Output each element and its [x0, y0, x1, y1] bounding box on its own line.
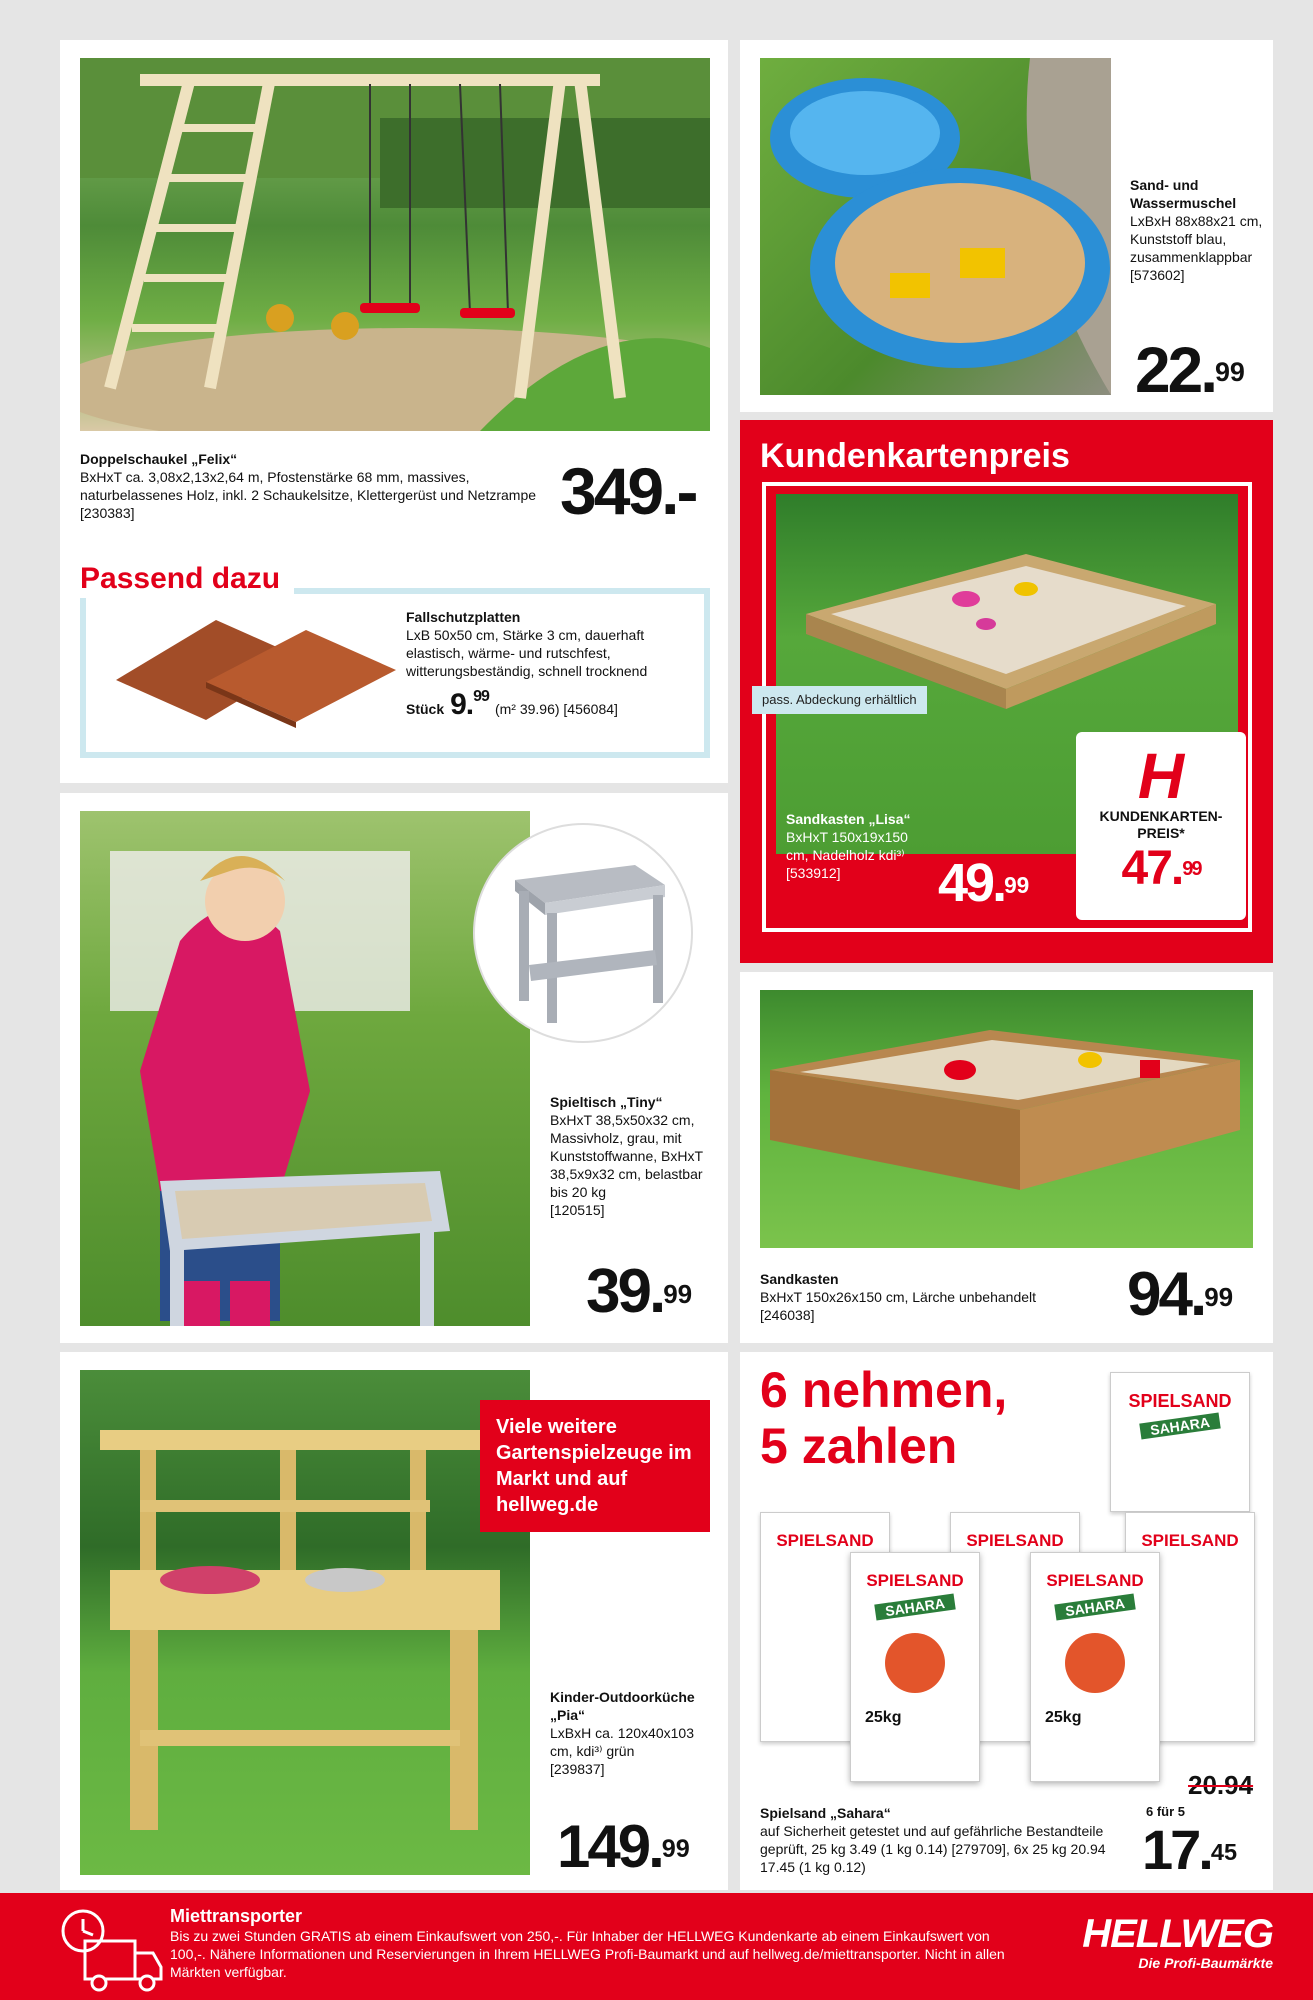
sand-title: Spielsand „Sahara“ — [760, 1805, 891, 1821]
sandbox-photo — [760, 990, 1253, 1248]
table-product-illustration — [475, 825, 695, 1045]
shell-desc: LxBxH 88x88x21 cm, Kunststoff blau, zusammenklappbar — [1130, 213, 1263, 265]
passend-heading: Passend dazu — [80, 560, 294, 598]
sand-old-price: 20.94 — [1188, 1770, 1254, 1800]
table-photo — [80, 811, 530, 1326]
kk-badge — [1076, 732, 1246, 920]
sandbox-price-cents: 99 — [1204, 1282, 1234, 1313]
sand-bag — [1110, 1372, 1250, 1512]
passend-box — [80, 562, 710, 758]
kk-badge-label: KUNDENKARTEN-PREIS* — [1099, 808, 1223, 841]
sand-bag-kid — [1065, 1633, 1125, 1693]
shell-photo — [760, 58, 1111, 395]
passend-extra: (m² 39.96) [456084] — [494, 701, 618, 717]
table-price-main: 39. — [586, 1257, 664, 1326]
kitchen-desc: LxBxH ca. 120x40x103 cm, kdi³⁾ grün — [550, 1725, 694, 1759]
footer — [0, 1893, 1313, 2000]
footer-title: Miettransporter — [170, 1906, 303, 1926]
kk-title: Sandkasten „Lisa“ — [786, 811, 911, 827]
table-art: [120515] — [550, 1202, 605, 1218]
sandbox-art: [246038] — [760, 1307, 815, 1323]
table-price-cents: 99 — [663, 1279, 693, 1310]
kk-heading: Kundenkartenpreis — [760, 437, 1070, 475]
swing-panel — [60, 40, 728, 783]
sandbox-title: Sandkasten — [760, 1271, 839, 1287]
table-product-circle — [473, 823, 693, 1043]
table-panel — [60, 793, 728, 1343]
footer-text — [170, 1905, 1010, 1981]
sand-bag — [1030, 1552, 1160, 1782]
sand-deal: 6 für 5 — [1146, 1804, 1186, 1819]
sandbox-illustration — [760, 990, 1253, 1248]
passend-price-cents: 99 — [473, 688, 489, 705]
table-desc: BxHxT 38,5x50x32 cm, Massivholz, grau, mit Kunststoffwanne, BxHxT 38,5x9x32 cm, belastbar bis 20 kg — [550, 1112, 703, 1200]
sand-bag-brand: SAHARA — [1139, 1413, 1220, 1440]
sand-bag-label: SPIELSAND — [1128, 1391, 1232, 1411]
kitchen-price-cents: 99 — [661, 1835, 690, 1864]
sandbox-price — [1127, 1260, 1234, 1329]
hellweg-slogan: Die Profi-Baumärkte — [1138, 1955, 1273, 1971]
kk-art: [533912] — [786, 865, 841, 881]
passend-desc: LxB 50x50 cm, Stärke 3 cm, dauerhaft elastisch, wärme- und rutschfest, witterungsbeständig, schnell trocknend — [406, 627, 648, 679]
sandbox-panel — [740, 972, 1273, 1343]
swing-photo — [80, 58, 710, 431]
shell-title: Sand- und Wassermuschel — [1130, 177, 1237, 211]
sandbox-text — [760, 1270, 1110, 1324]
sand-headline-2: 5 zahlen — [760, 1418, 958, 1474]
shell-illustration — [760, 58, 1111, 395]
sand-bag-weight: 25kg — [865, 1709, 902, 1726]
swing-desc: BxHxT ca. 3,08x2,13x2,64 m, Pfostenstärke 68 mm, massives, naturbelassenes Holz, inkl. 2 Schaukelsitze, Klettergerüst und Netzrampe — [80, 469, 537, 503]
mat-illustration — [106, 610, 396, 730]
passend-price — [450, 688, 489, 722]
kk-desc: BxHxT 150x19x150 cm, Nadelholz kdi³⁾ — [786, 829, 908, 863]
kitchen-text — [550, 1688, 720, 1778]
sandbox-price-main: 94. — [1127, 1260, 1205, 1329]
sand-bag-label: SPIELSAND — [776, 1531, 874, 1550]
sand-price — [1142, 1818, 1238, 1881]
kk-inner — [762, 482, 1252, 932]
transporter-icon — [55, 1903, 165, 1993]
table-text — [550, 1093, 720, 1219]
table-title: Spieltisch „Tiny“ — [550, 1094, 663, 1110]
kitchen-title: Kinder-Outdoorküche „Pia“ — [550, 1689, 695, 1723]
sand-price-main: 17. — [1142, 1818, 1211, 1881]
swing-illustration — [80, 58, 710, 431]
sand-bags — [760, 1372, 1260, 1782]
sand-bag — [850, 1552, 980, 1782]
sand-text — [760, 1804, 1130, 1876]
kk-badge-main: 47. — [1121, 842, 1183, 895]
swing-price: 349.- — [560, 454, 696, 528]
hellweg-logo — [1082, 1913, 1273, 1971]
shell-price-cents: 99 — [1214, 357, 1245, 388]
sand-headline-1: 6 nehmen, — [760, 1362, 1008, 1418]
kitchen-illustration — [80, 1370, 530, 1875]
table-illustration — [80, 811, 530, 1326]
kk-price-main: 49. — [938, 853, 1005, 913]
sandbox-desc: BxHxT 150x26x150 cm, Lärche unbehandelt — [760, 1289, 1037, 1305]
kk-bubble: pass. Abdeckung erhältlich — [752, 686, 927, 714]
sand-bag-label: SPIELSAND — [1141, 1531, 1239, 1550]
sand-bag-kid — [885, 1633, 945, 1693]
sand-panel — [740, 1352, 1273, 1890]
shell-price-main: 22. — [1135, 334, 1215, 406]
kk-badge-price — [1076, 842, 1246, 896]
passend-text — [406, 608, 696, 722]
kundenkarte-panel — [740, 420, 1273, 963]
sand-bag-label: SPIELSAND — [966, 1531, 1064, 1550]
table-price — [586, 1257, 693, 1326]
passend-price-row — [406, 688, 696, 722]
footer-desc: Bis zu zwei Stunden GRATIS ab einem Einkaufswert von 250,-. Für Inhaber der HELLWEG Kundenkarte ab einem Einkaufswert von 100,-. Nähere Informationen und Reservierungen in Ihrem HELLWEG Profi-Baumarkt und auf hellweg.de/miettransporter. Nicht in allen Märkten verfügbar. — [170, 1928, 1005, 1980]
passend-unit: Stück — [406, 701, 445, 717]
sand-bag-label: SPIELSAND — [866, 1571, 964, 1590]
passend-title: Fallschutzplatten — [406, 609, 521, 625]
kk-price-cents: 99 — [1004, 871, 1030, 898]
kitchen-price — [557, 1813, 690, 1880]
sand-bag-label: SPIELSAND — [1046, 1571, 1144, 1590]
swing-text — [80, 450, 540, 522]
shell-panel — [740, 40, 1273, 412]
sand-bag-brand: SAHARA — [874, 1594, 955, 1621]
sand-bag-brand: SAHARA — [1054, 1594, 1135, 1621]
shell-text — [1130, 176, 1265, 284]
hellweg-brand: HELLWEG — [1082, 1912, 1273, 1956]
swing-art: [230383] — [80, 505, 135, 521]
kitchen-callout: Viele weitere Gartenspielzeuge im Markt und auf hellweg.de — [480, 1400, 710, 1532]
kitchen-photo — [80, 1370, 530, 1875]
shell-art: [573602] — [1130, 267, 1185, 283]
kk-price — [938, 853, 1030, 913]
sand-bag-weight: 25kg — [1045, 1709, 1082, 1726]
kitchen-price-main: 149. — [557, 1813, 662, 1880]
shell-price — [1135, 334, 1245, 406]
passend-price-main: 9. — [450, 688, 474, 721]
sand-desc: auf Sicherheit getestet und auf gefährliche Bestandteile geprüft, 25 kg 3.49 (1 kg 0.14) [279709], 6x 25 kg 20.94 17.45 (1 kg 0.12) — [760, 1823, 1106, 1875]
swing-title: Doppelschaukel „Felix“ — [80, 451, 238, 467]
kk-text — [786, 810, 926, 882]
hellweg-h-logo: H — [1137, 740, 1185, 812]
kitchen-panel — [60, 1352, 728, 1890]
kk-badge-cents: 99 — [1182, 858, 1201, 880]
sand-price-cents: 45 — [1210, 1838, 1238, 1865]
kitchen-art: [239837] — [550, 1761, 605, 1777]
